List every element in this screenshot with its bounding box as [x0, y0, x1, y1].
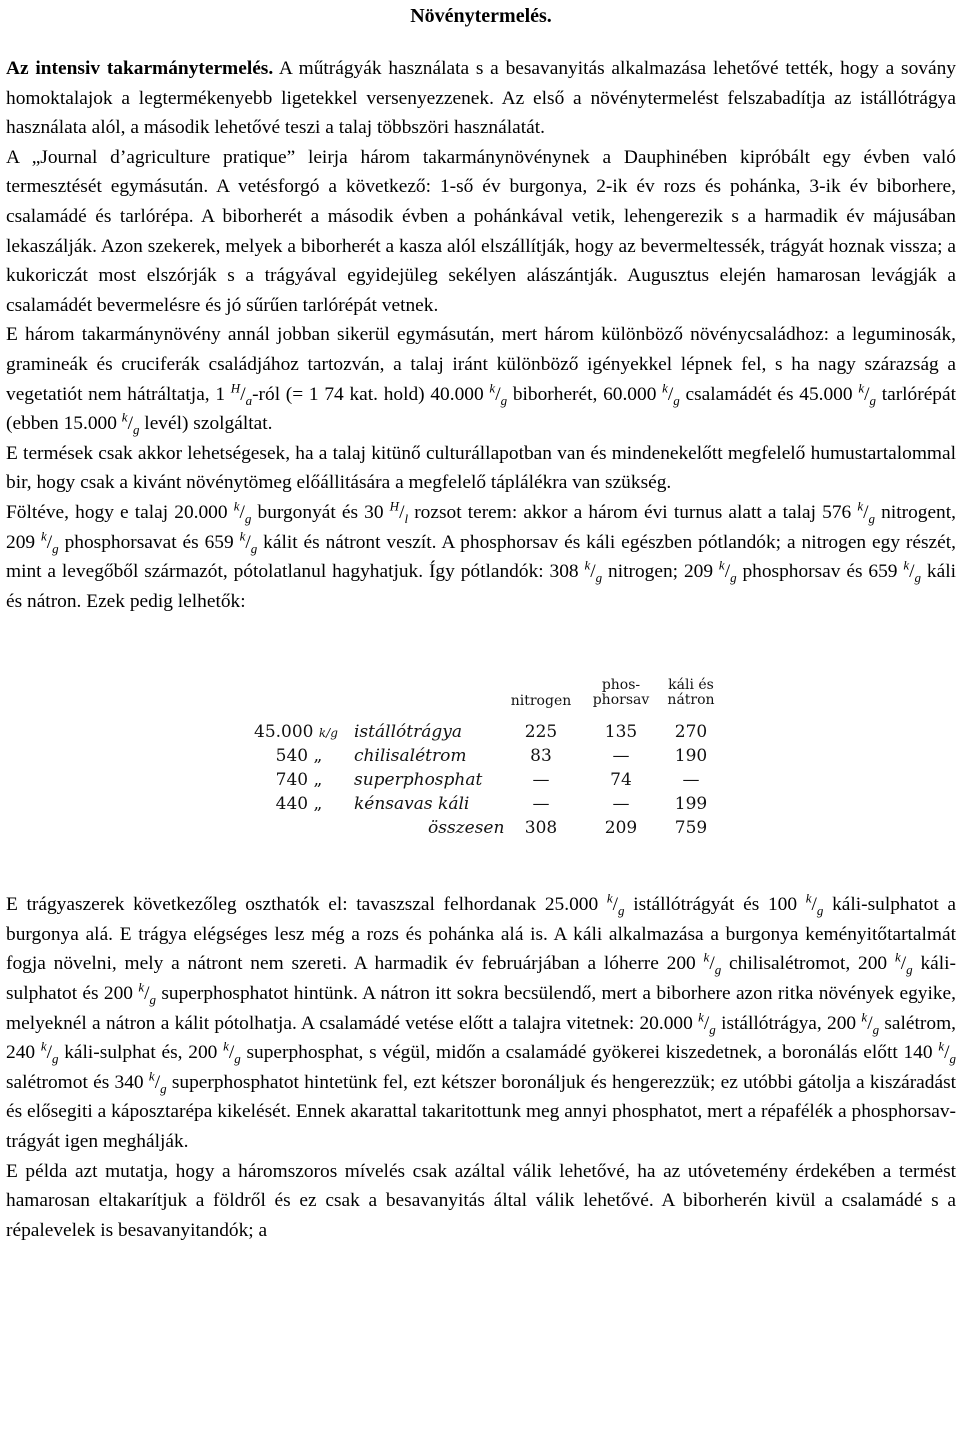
- section-heading: Az intensiv takarmánytermelés.: [6, 58, 274, 79]
- paragraph-7: E példa azt mutatja, hogy a háromszoros mívelés csak azáltal válik lehetővé, ha az utóvetemény érdekében a termést hamarosan eltakarítjuk a földről és ez csak a besavanyitás által válik lehetővé. A biborherén kivül a csalamádé s a répalevelek is besavanyitandók; a: [6, 1160, 956, 1241]
- table-row: 740 „ superphosphat — 74 —: [275, 770, 700, 791]
- paragraph-5: Föltéve, hogy e talaj 20.000 $^k/_g$ burgonyát és 30 $^H/_l$ rozsot terem: akkor a három évi turnus alatt a talaj 576 $^k/_g$ nitrogent, 209 $^k/_g$ phosphorsavat és 659 $^k/_g$ kálit és nátront veszít. A phosphorsav és káli egészben pótlandók; a nitrogen egy részét, mint a levegőből származót, pótolatlanul hagyhatjuk. Így pótlandók: 308 $^k/_g$ nitrogen; 209 $^k/_g$ phosphorsav és 659 $^k/_g$ káli és nátron. Ezek pedig lelhetők:: [6, 498, 956, 612]
- paragraph-3: E három takarmánynövény annál jobban sikerül egymásután, mert három különböző növénycsaládhoz: a leguminosák, gramineák és cruciferák családjához tartozván, a talaj iránt különböző igényekkel lépnek fel, s ha nagy szárazság a vegetatiót nem hátráltatja, 1 $^H/_a$-ról (= 1 74 kat. hold) 40.000 $^k/_g$ biborherét, 60.000 $^k/_g$ csalamádét és 45.000 $^k/_g$ tarlórépát (ebben 15.000 $^k/_g$ levél) szolgáltat.: [6, 324, 956, 437]
- table-total-row: összesen 308 209 759: [428, 818, 708, 839]
- fertilizer-table-figure: [250, 660, 720, 838]
- page-title: Növénytermelés.: [410, 5, 552, 27]
- table-row: 540 „ chilisalétrom 83 — 190: [275, 746, 708, 767]
- paragraph-6: E trágyaszerek következőleg oszthatók el: tavaszszal felhordanak 25.000 $^k/_g$ istállótrágyát és 100 $^k/_g$ káli-sulphatot a burgonya alá. E trágya elégséges lesz még a rozs és pohánka alá is. A káli alkalmazása a burgonya keményitőtartalmát fogja növelni, mely a nátront nem szereti. A harmadik év februárjában a lóherre 200 $^k/_g$ chilisalétromot, 200 $^k/_g$ káli-sulphatot és 200 $^k/_g$ superphosphatot hintünk. A nátron itt sokra becsülendő, mert a biborhere azon ritka növények egyike, melyeknél a nátron a kálit pótolhatja. A csalamádé vetése előtt a talajra vitetnek: 20.000 $^k/_g$ istállótrágya, 200 $^k/_g$ salétrom, 240 $^k/_g$ káli-sulphat és, 200 $^k/_g$ superphosphat, s végül, midőn a csalamádé gyökerei kiszedetnek, a boronálás előtt 140 $^k/_g$ salétromot és 340 $^k/_g$ superphosphatot hintetünk fel, ezt kétszer boronáljuk és hengerezzük; ez utóbbi gátolja a kiszáradást és elősegiti a káposztarépa kikelését. Ennek akarattal takaritottunk meg annyi phosphatot, mert a répafélék a phosphorsav-trágyát igen meghálják.: [6, 890, 957, 1153]
- col-header-nitrogen: nitrogen: [510, 693, 572, 710]
- table-row: 440 „ kénsavas káli — — 199: [275, 794, 708, 815]
- col-header-phosphorsav: phos- phorsav: [592, 677, 650, 709]
- paragraph-4: E termések csak akkor lehetségesek, ha a talaj kitünő culturállapotban van és mindenekelőtt megfelelő humustartalommal bir, hogy csak a kivánt növénytömeg előállitására a megfelelő táplálékra van szükség.: [6, 442, 956, 494]
- paragraph-1: Az intensiv takarmánytermelés. A műtrágyák használata s a besavanyitás alkalmazása lehetővé tették, hogy a sovány homoktalajok a legtermékenyebb ligetekkel versenyezzenek. Az első a növénytermelést felszabadítja az istállótrágya használata alól, a második lehetővé teszi a talaj többszöri használatát.: [6, 58, 956, 139]
- table-row: 45.000 k/g istállótrágya 225 135 270: [254, 722, 708, 743]
- paragraph-2: A „Journal d’agriculture pratique” leirja három takarmánynövénynek a Dauphinében kipróbált egy évben való termesztését egymásután. A vetésforgó a következő: 1-ső év burgonya, 2-ik év rozs és pohánka, 3-ik év biborhere, csalamádé és tarlórépa. A biborherét a második évben a pohánkával vetik, lehengerezik s a harmadik év májusában lekaszálják. Azon szekerek, melyek a biborherét a kasza alól elszállítják, hogy az bevermeltessék, trágyát hoznak vissza; a kukoriczát most elszórják s a trágyával egyidejüleg sekélyen alászántják. Augusztus elején hamarosan levágják a csalamádét bevermelésre és jó sűrűen tarlórépát vetnek.: [6, 146, 956, 316]
- col-header-kali: káli és nátron: [667, 677, 715, 709]
